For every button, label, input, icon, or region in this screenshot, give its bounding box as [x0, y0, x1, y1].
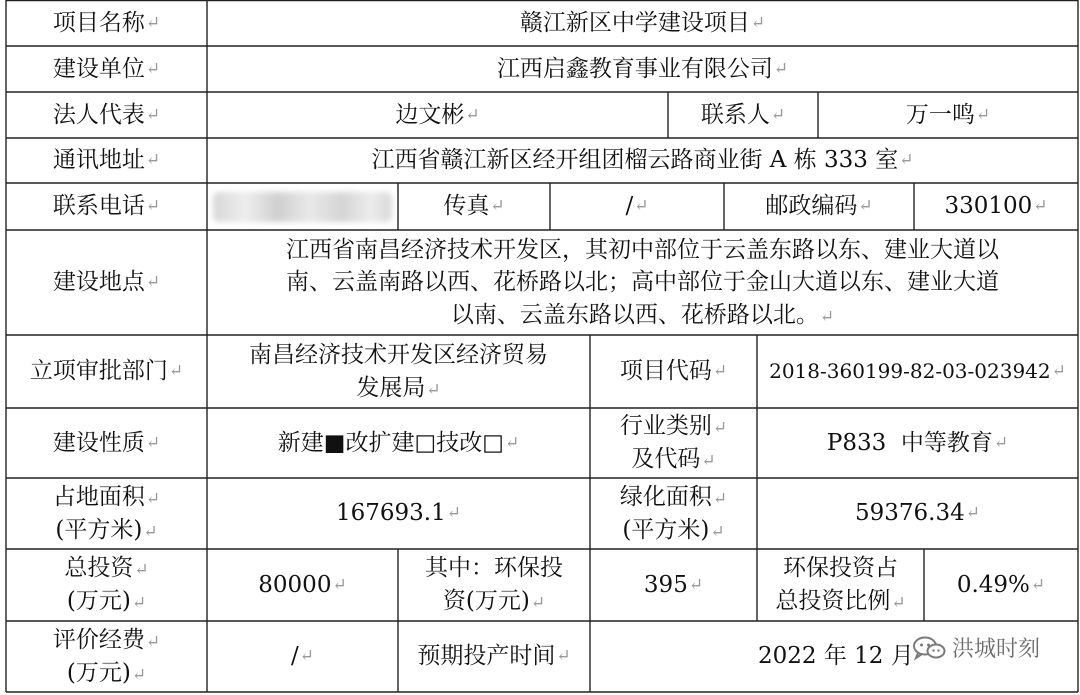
redacted-phone-blur: [213, 192, 392, 222]
legal-rep-value: 边文彬 ↵: [395, 101, 480, 128]
paragraph-mark: ↵: [426, 379, 441, 400]
paragraph-mark: ↵: [145, 58, 161, 79]
site-line-1: 江西省南昌经济技术开发区，其初中部位于云盖东路以东、建业大道以: [286, 236, 999, 263]
paragraph-mark: ↵: [332, 574, 347, 595]
total-investment-value: 80000 ↵: [258, 571, 347, 598]
postcode-value: 330100 ↵: [944, 193, 1048, 220]
paragraph-mark: ↵: [712, 488, 728, 509]
site-label: 建设地点 ↵: [52, 269, 161, 296]
paragraph-mark: ↵: [770, 104, 786, 125]
env-ratio-value: 0.49% ↵: [956, 571, 1046, 598]
paragraph-mark: ↵: [899, 150, 914, 171]
paragraph-mark: ↵: [530, 593, 546, 613]
env-investment-value: 395 ↵: [643, 571, 704, 598]
paragraph-mark: ↵: [134, 560, 149, 581]
paragraph-mark: ↵: [993, 432, 1009, 453]
paragraph-mark: ↵: [145, 488, 161, 509]
green-area-value: 59376.34 ↵: [855, 500, 980, 527]
paragraph-mark: ↵: [299, 646, 314, 667]
site-line-2: 南、云盖南路以西、花桥路以北；高中部位于金山大道以东、建业大道: [286, 269, 999, 296]
watermark-text: 洪城时刻: [951, 637, 1040, 662]
approval-label: 立项审批部门 ↵: [29, 358, 184, 385]
nature-label: 建设性质 ↵: [52, 429, 161, 456]
industry-value: P833 中等教育 ↵: [826, 429, 1009, 456]
paragraph-mark: ↵: [891, 593, 906, 613]
land-area-value: 167693.1 ↵: [336, 500, 461, 527]
watermark: [912, 632, 1040, 663]
builder-value: 江西启鑫教育事业有限公司 ↵: [496, 55, 789, 82]
paragraph-mark: ↵: [634, 196, 649, 217]
paragraph-mark: ↵: [688, 574, 704, 595]
project-code-value: 2018-360199-82-03-023942 ↵: [769, 359, 1066, 384]
paragraph-mark: ↵: [145, 272, 161, 293]
legal-rep-label: 法人代表 ↵: [52, 101, 161, 128]
approval-value: 南昌经济技术开发区经济贸易 发展局↵: [249, 341, 548, 401]
paragraph-mark: ↵: [446, 503, 461, 524]
paragraph-mark: ↵: [1030, 574, 1046, 595]
paragraph-mark: ↵: [1033, 196, 1048, 217]
paragraph-mark: ↵: [1051, 361, 1066, 382]
paragraph-mark: ↵: [556, 646, 571, 667]
project-code-label: 项目代码 ↵: [619, 358, 728, 385]
wechat-icon: [912, 635, 946, 661]
total-investment-label: 总投资↵ (万元)↵: [64, 555, 149, 614]
paragraph-mark: ↵: [145, 104, 161, 125]
paragraph-mark: ↵: [145, 150, 161, 171]
nature-value: 新建■改扩建□技改□ ↵: [277, 429, 520, 456]
env-ratio-label: 环保投资占 总投资比例↵: [775, 555, 906, 614]
fax-value: / ↵: [625, 193, 649, 220]
paragraph-mark: ↵: [131, 593, 147, 613]
paragraph-mark: ↵: [504, 432, 520, 453]
paragraph-mark: ↵: [168, 361, 184, 382]
phone-label: 联系电话 ↵: [52, 193, 161, 220]
industry-label: 行业类别↵ 及代码↵: [619, 413, 728, 472]
paragraph-mark: ↵: [143, 521, 158, 542]
production-date-label: 预期投产时间 ↵: [417, 643, 571, 670]
paragraph-mark: ↵: [145, 12, 161, 33]
env-investment-label: 其中：环保投 资(万元)↵: [425, 555, 563, 614]
paragraph-mark: ↵: [145, 432, 161, 453]
paragraph-mark: ↵: [773, 58, 789, 79]
address-value: 江西省赣江新区经开组团榴云路商业街 A 栋 333 室 ↵: [371, 147, 914, 174]
address-label: 通讯地址 ↵: [52, 147, 161, 174]
site-line-3: 以南、云盖东路以西、花桥路以北。↵: [450, 301, 835, 328]
postcode-label: 邮政编码 ↵: [765, 193, 873, 220]
paragraph-mark: ↵: [965, 503, 980, 524]
paragraph-mark: ↵: [465, 104, 480, 125]
builder-label: 建设单位 ↵: [52, 55, 161, 82]
phone-value-redacted: [207, 183, 398, 230]
project-name-value: 赣江新区中学建设项目 ↵: [519, 9, 766, 36]
paragraph-mark: ↵: [131, 664, 147, 685]
production-date-value: 2022 年 12 月: [758, 643, 914, 670]
paragraph-mark: ↵: [712, 418, 728, 439]
paragraph-mark: ↵: [710, 521, 725, 542]
project-name-label: 项目名称 ↵: [52, 9, 161, 36]
paragraph-mark: ↵: [145, 631, 161, 652]
contact-value: 万一鸣 ↵: [905, 101, 991, 128]
paragraph-mark: ↵: [701, 451, 716, 471]
paragraph-mark: ↵: [819, 306, 835, 327]
paragraph-mark: ↵: [490, 196, 505, 217]
paragraph-mark: ↵: [712, 361, 728, 382]
paragraph-mark: ↵: [145, 196, 161, 217]
paragraph-mark: ↵: [858, 196, 873, 217]
fee-value: / ↵: [291, 643, 314, 670]
green-area-label: 绿化面积↵ (平方米)↵: [619, 483, 728, 543]
fax-label: 传真 ↵: [443, 193, 505, 220]
paragraph-mark: ↵: [750, 12, 766, 33]
contact-label: 联系人 ↵: [700, 101, 786, 128]
fee-label: 评价经费↵ (万元)↵: [52, 626, 161, 686]
land-area-label: 占地面积↵ (平方米)↵: [52, 483, 161, 543]
site-value: [207, 230, 1078, 335]
paragraph-mark: ↵: [975, 104, 991, 125]
